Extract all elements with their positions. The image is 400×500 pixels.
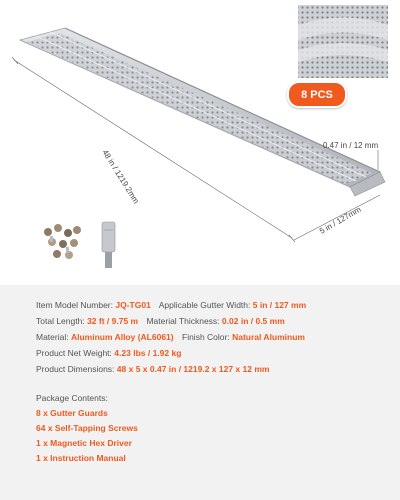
gutter-width-label: Applicable Gutter Width:: [158, 300, 251, 310]
spec-row-material: [36, 332, 305, 342]
gutter-width-value: 5 in / 127 mm: [252, 300, 307, 310]
hex-driver: [102, 222, 115, 268]
material-label: Material:: [36, 332, 69, 342]
quantity-badge: 8 PCS: [287, 81, 347, 108]
thickness-dimension-label: 0.47 in / 12 mm: [323, 141, 379, 150]
thickness-label: Material Thickness:: [146, 316, 220, 326]
total-length-label: Total Length:: [36, 316, 85, 326]
finish-value: Natural Aluminum: [232, 332, 305, 342]
dims-value: 48 x 5 x 0.47 in / 1219.2 x 127 x 12 mm: [116, 364, 270, 374]
package-item: 64 x Self-Tapping Screws: [36, 423, 138, 433]
model-value: JQ-TG01: [115, 300, 151, 310]
thickness-value: 0.02 in / 0.5 mm: [221, 316, 285, 326]
screws-cluster: [40, 222, 84, 262]
package-title: Package Contents:: [36, 393, 108, 403]
model-label: Item Model Number:: [36, 300, 113, 310]
spec-row-weight: [36, 348, 181, 358]
package-item: 1 x Instruction Manual: [36, 453, 126, 463]
package-item: 8 x Gutter Guards: [36, 408, 108, 418]
weight-value: 4.23 lbs / 1.92 kg: [114, 348, 182, 358]
closeup-photo: [298, 5, 388, 78]
spec-row-model: [36, 300, 306, 310]
dims-label: Product Dimensions:: [36, 364, 115, 374]
weight-label: Product Net Weight:: [36, 348, 112, 358]
spec-row-dimensions: [36, 364, 269, 374]
width-dimension-label: 5 in / 127mm: [318, 204, 363, 236]
total-length-value: 32 ft / 9.75 m: [87, 316, 139, 326]
finish-label: Finish Color:: [182, 332, 230, 342]
material-value: Aluminum Alloy (AL6061): [70, 332, 174, 342]
package-item: 1 x Magnetic Hex Driver: [36, 438, 132, 448]
spec-row-length: [36, 316, 285, 326]
length-dimension-label: 48 in / 1219.2mm: [100, 148, 141, 206]
